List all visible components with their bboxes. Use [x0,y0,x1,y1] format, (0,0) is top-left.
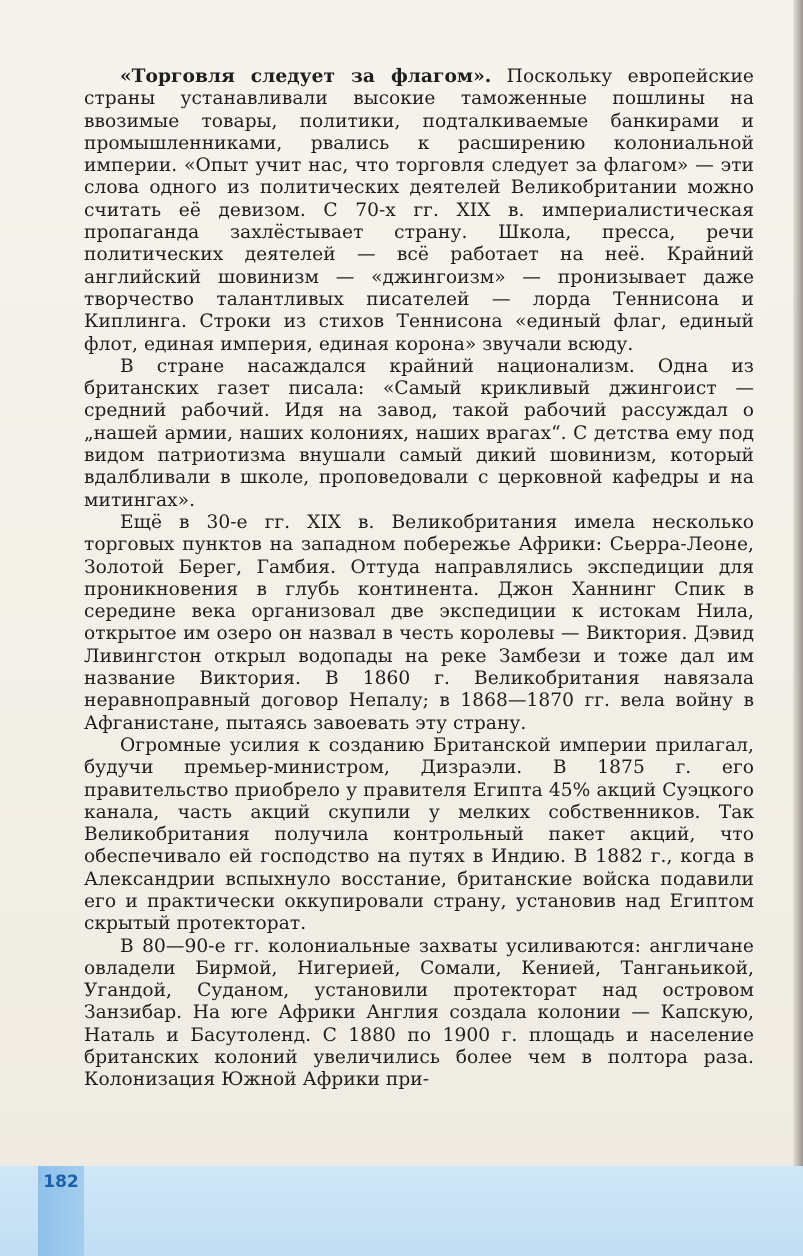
paragraph-text: Поскольку европейские страны устанавливали высокие таможенные пошлины на ввозимые товары, политики, подталкиваемые банкирами и промышленниками, рвались к расширению колониальной империи. «Опыт учит нас, что торговля следует за флагом» — эти слова одного из политических деятелей Великобритании можно считать её девизом. С 70-х гг. XIX в. империалистическая пропаганда захлёстывает страну. Школа, пресса, речи политических деятелей — всё работает на неё. Крайний английский шовинизм — «джингоизм» — пронизывает даже творчество талантливых писателей — лорда Теннисона и Киплинга. Строки из стихов Теннисона «единый флаг, единый флот, единая империя, единая корона» звучали всюду. [84,66,754,355]
paragraph-colonial-seizures: В 80—90-е гг. колониальные захваты усиливаются: англичане овладели Бирмой, Нигерией, Сомали, Кенией, Танганьикой, Угандой, Суданом, установили протекторат над островом Занзибар. На юге Африки Англия создала колонии — Капскую, Наталь и Басутоленд. С 1880 по 1900 г. площадь и население британских колоний увеличились более чем в полтора раза. Колонизация Южной Африки при- [84,935,754,1091]
paragraph-africa-expeditions: Ещё в 30-е гг. XIX в. Великобритания имела несколько торговых пунктов на западном побережье Африки: Сьерра-Леоне, Золотой Берег, Гамбия. Оттуда направлялись экспедиции для проникновения в глубь континента. Джон Ханнинг Спик в середине века организовал две экспедиции к истокам Нила, открытое им озеро он назвал в честь королевы — Виктория. Дэвид Ливингстон открыл водопады на реке Замбези и тоже дал им название Виктория. В 1860 г. Великобритания навязала неравноправный договор Непалу; в 1868—1870 гг. вела войну в Афганистане, пытаясь завоевать эту страну. [84,511,754,734]
paragraph-nationalism: В стране насаждался крайний национализм. Одна из британских газет писала: «Самый крикливый джингоист — средний рабочий. Идя на завод, такой рабочий рассуждал о „нашей армии, наших колониях, наших врагах“. С детства ему под видом патриотизма внушали самый дикий шовинизм, который вдалбливали в школе, проповедовали с церковной кафедры и на митингах». [84,355,754,511]
page-number: 182 [43,1172,79,1192]
footer-band [0,1166,803,1256]
page-edge-shadow [793,0,803,1256]
paragraph-disraeli: Огромные усилия к созданию Британской империи прилагал, будучи премьер-министром, Дизраэли. В 1875 г. его правительство приобрело у правителя Египта 45% акций Суэцкого канала, часть акций скупили у мелких собственников. Так Великобритания получила контрольный пакет акций, что обеспечивало ей господство на путях в Индию. В 1882 г., когда в Александрии вспыхнуло восстание, британские войска подавили его и практически оккупировали страну, установив над Египтом скрытый протекторат. [84,734,754,935]
main-text [84,66,754,1092]
section-heading: «Торговля следует за флагом». [120,66,492,87]
paragraph-trade-follows-flag [84,66,754,356]
